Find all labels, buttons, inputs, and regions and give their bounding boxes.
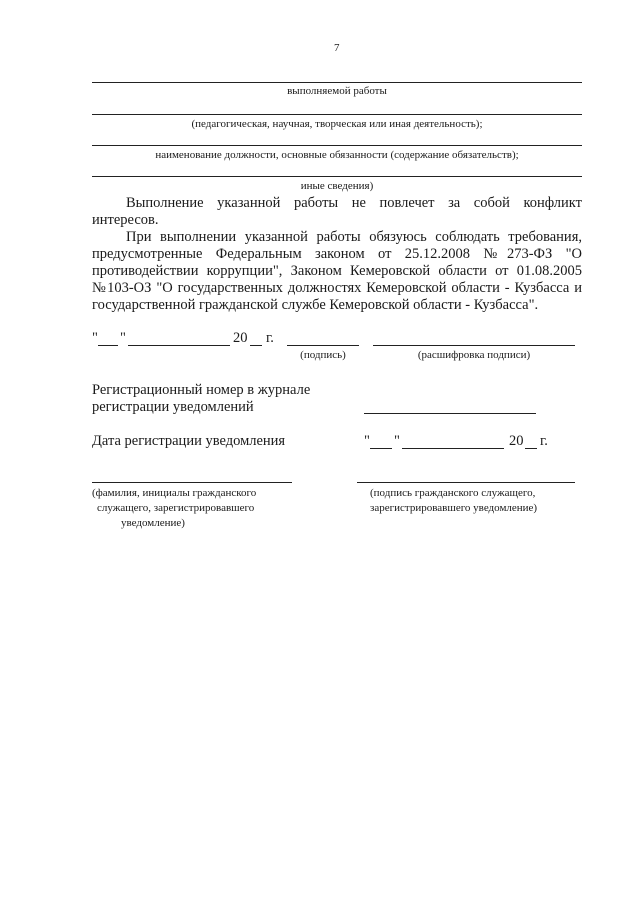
other-caption: иные сведения): [300, 180, 374, 192]
reg-year-blank: [525, 448, 537, 449]
year-suffix: г.: [266, 330, 274, 346]
month-blank: [128, 345, 230, 346]
registrar-signature-caption: [370, 486, 537, 516]
activity-caption: (педагогическая, научная, творческая или иная деятельность);: [191, 118, 483, 130]
paragraph2-line2: предусмотренные Федеральным законом от 25.12.2008 №273-ФЗ "О: [92, 246, 582, 262]
signature-caption: (подпись): [300, 349, 346, 361]
paragraph2-line4: №103-ОЗ "О государственных должностях Кемеровской области - Кузбасса и: [92, 280, 582, 296]
reg-year-prefix: 20: [509, 433, 524, 449]
paragraph1-line1: Выполнение указанной работы не повлечет за собой конфликт: [126, 195, 582, 211]
other-field-line: [92, 176, 582, 177]
registrar-signature-caption-line2: зарегистрировавшего уведомление): [370, 502, 538, 514]
work-field-line: [92, 82, 582, 83]
paragraph2-line3: противодействии коррупции", Законом Кемеровской области от 01.08.2005: [92, 263, 582, 279]
position-field-line: [92, 145, 582, 146]
decoding-caption: (расшифровка подписи): [417, 349, 531, 361]
day-blank: [98, 345, 118, 346]
position-caption: наименование должности, основные обязанности (содержание обязательств);: [155, 149, 519, 161]
reg-month-blank: [402, 448, 504, 449]
registration-number-label-line2: регистрации уведомлений: [92, 399, 254, 415]
date-quote-close: ": [120, 330, 126, 346]
registrar-name-caption-line2: служащего, зарегистрировавшего: [97, 502, 255, 514]
paragraph2-line1: При выполнении указанной работы обязуюсь соблюдать требования,: [126, 229, 582, 245]
registrar-signature-line: [357, 482, 575, 483]
reg-date-quote-close: ": [394, 433, 400, 449]
registrar-name-caption: [92, 486, 256, 531]
reg-year-suffix: г.: [540, 433, 548, 449]
date-quote-open: ": [92, 330, 98, 346]
work-caption: выполняемой работы: [287, 85, 387, 97]
year-prefix: 20: [233, 330, 248, 346]
reg-date-quote-open: ": [364, 433, 370, 449]
paragraph2-line5: государственной гражданской службе Кемеровской области - Кузбасса".: [92, 297, 539, 313]
registration-number-label-line1: Регистрационный номер в журнале: [92, 382, 311, 398]
signature-line: [287, 345, 359, 346]
decoding-line: [373, 345, 575, 346]
registrar-signature-caption-line1: (подпись гражданского служащего,: [370, 487, 536, 499]
registrar-name-caption-line1: (фамилия, инициалы гражданского: [92, 487, 257, 499]
activity-field-line: [92, 114, 582, 115]
registrar-name-caption-line3: уведомление): [121, 517, 185, 529]
page-number: 7: [334, 42, 340, 54]
registration-date-label: Дата регистрации уведомления: [92, 433, 286, 449]
year-blank: [250, 345, 262, 346]
paragraph1-line2: интересов.: [92, 212, 159, 228]
registrar-name-line: [92, 482, 292, 483]
reg-day-blank: [370, 448, 392, 449]
registration-number-line: [364, 413, 536, 414]
